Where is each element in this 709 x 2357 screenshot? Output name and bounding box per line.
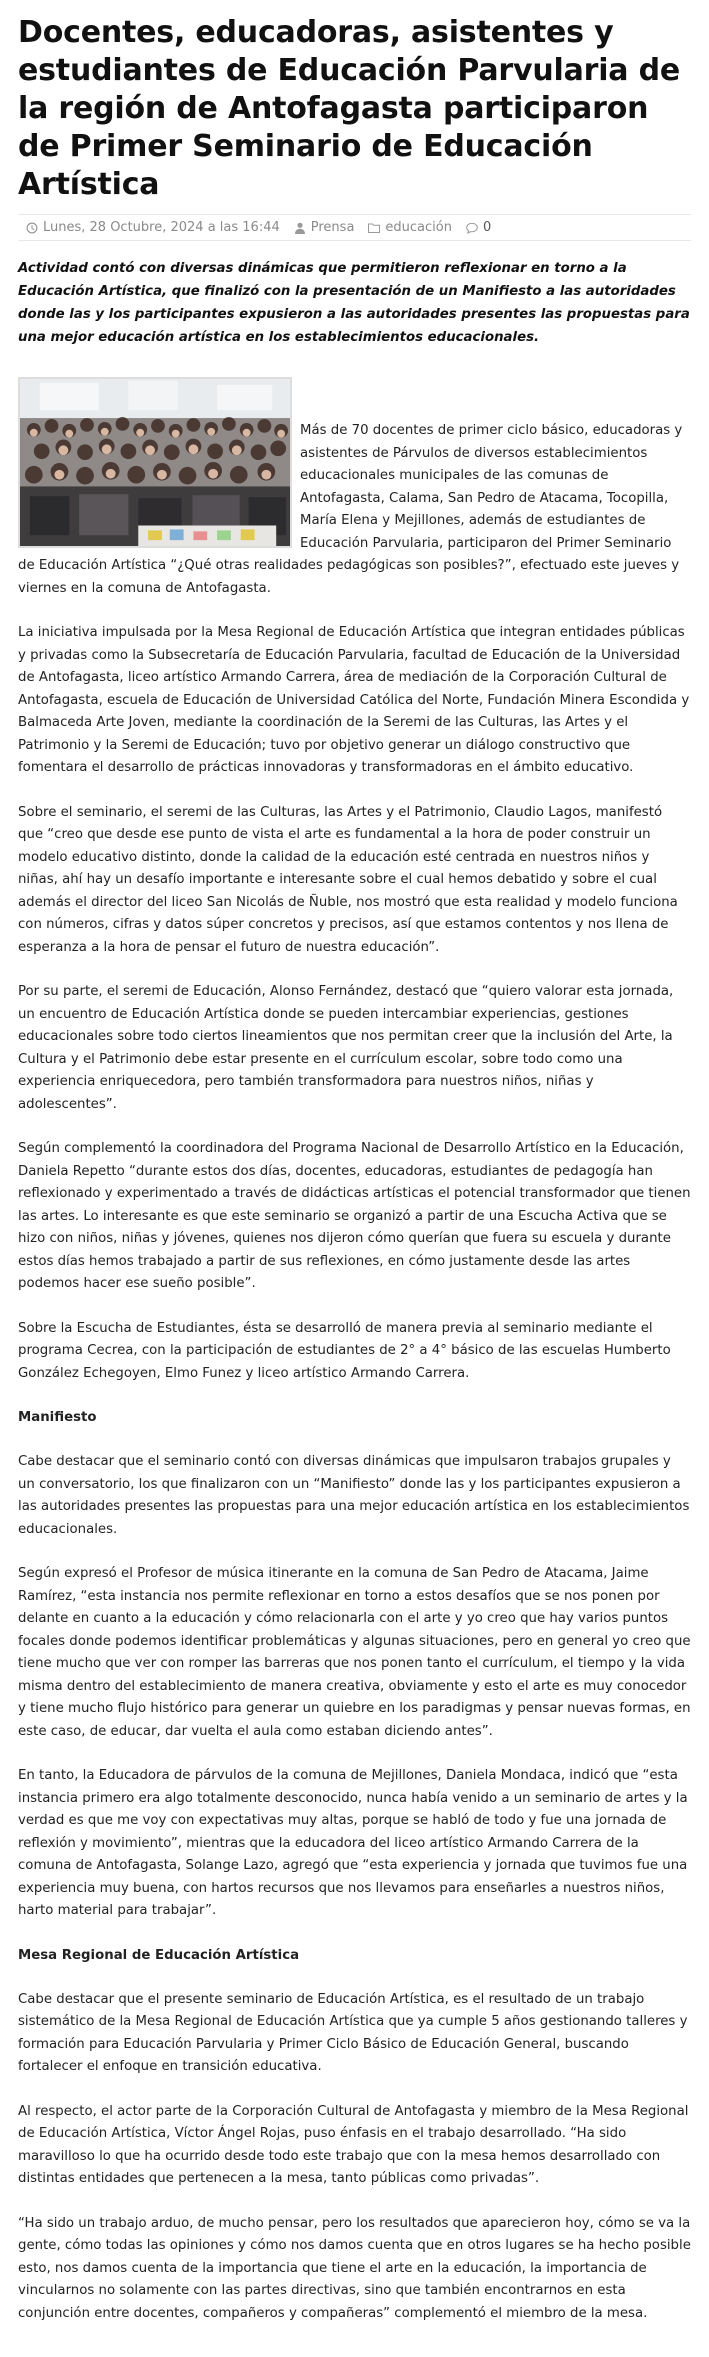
manifiesto-paragraph-2: Según expresó el Profesor de música itinerante en la comuna de San Pedro de Atacama, Jaime Ramírez, “esta instancia nos permite reflexionar en torno a estos desafíos que se nos ponen por delante en cuanto a la educación y cómo relacionarla con el arte y yo creo que hay varios puntos focales donde podemos identificar problemáticas y algunas situaciones, pero en general yo creo que tiene mucho que ver con romper las barreras que nos ponen tanto el currículum, el tiempo y la vida misma dentro del establecimiento de manera creativa, obviamente y esto el arte es muy conocedor y tiene mucho flujo histórico para generar un quiebre en los paradigmas y pensar nuevas formas, en este caso, de educar, dar vuelta el aula como estaban diciendo antes”. [18,1566,691,1739]
article-category[interactable]: educación [385,220,452,235]
mesa-paragraph-1: Cabe destacar que el presente seminario de Educación Artística, es el resultado de un trabajo sistemático de la Mesa Regional de Educación Artística que ya cumple 5 años gestionando talleres y formación para Educación Parvularia y Primer Ciclo Básico de Educación General, buscando fortalecer el enfoque en transición educativa. [18,1991,688,2074]
section-heading-manifiesto: Manifiesto [18,1410,97,1425]
comment-icon [466,222,478,234]
manifiesto-paragraph-1: Cabe destacar que el seminario contó con diversas dinámicas que impulsaron trabajos grupales y un conversatorio, los que finalizaron con un “Manifiesto” donde las y los participantes expusieron a las autoridades presentes las propuestas para una mejor educación artística en los establecimientos educacionales. [18,1454,690,1537]
comment-count[interactable]: 0 [482,220,492,235]
group-photo [18,377,292,548]
clock-icon [26,222,38,234]
manifiesto-paragraph-3: En tanto, la Educadora de párvulos de la comuna de Mejillones, Daniela Mondaca, indicó que “esta instancia primero era algo totalmente desconocido, nunca había venido a un seminario de artes y la verdad es que me voy con expectativas muy altas, porque se habló de todo y fue una jornada de reflexión y movimiento”, mientras que la educadora del liceo artístico Armando Carrera de la comuna de Antofagasta, Solange Lazo, agregó que “esta experiencia y jornada que tuvimos fue una experiencia muy buena, con hartos recursos que nos llevamos para enseñarles a nuestros niños, harto material para trabajar”. [18,1768,688,1918]
folder-icon [368,222,380,234]
paragraph-1: Más de 70 docentes de primer ciclo básico, educadoras y asistentes de Párvulos de diversos establecimientos educacionales municipales de las comunas de Antofagasta, Calama, San Pedro de Atacama, Tocopilla, María Elena y Mejillones, además de estudiantes de Educación Parvularia, participaron del Primer Seminario de Educación Artística “¿Qué otras realidades pedagógicas son posibles?”, efectuado este jueves y viernes en la comuna de Antofagasta. [18,423,683,596]
paragraph-5: Según complementó la coordinadora del Programa Nacional de Desarrollo Artístico en la Educación, Daniela Repetto “durante estos dos días, docentes, educadoras, estudiantes de pedagogía han reflexionado y experimentado a través de didácticas artísticas el potencial transformador que tienen las artes. Lo interesante es que este seminario se organizó a partir de una Escucha Activa que se hizo con niños, niñas y jóvenes, quienes nos dijeron cómo querían que fuera su escuela y durante estos días hemos trabajado a partir de sus reflexiones, en cómo justamente desde las artes podemos hacer ese sueño posible”. [18,1141,691,1291]
category-meta[interactable] [368,220,452,235]
article-title: Docentes, educadoras, asistentes y estudiantes de Educación Parvularia de la región de Antofagasta participaron de Primer Seminario de Educación Artística [18,15,680,202]
paragraph-4: Por su parte, el seremi de Educación, Alonso Fernández, destacó que “quiero valorar esta jornada, un encuentro de Educación Artística donde se pueden intercambiar experiencias, gestiones educacionales sobre todo ciertos lineamientos que nos permitan creer que la inclusión del Arte, la Cultura y el Patrimonio debe estar presente en el currículum escolar, sobre todo como una experiencia enriquecedora, pero también transformadora para nuestros niños, niñas y adolescentes”. [18,984,674,1112]
comments-meta[interactable] [466,220,491,235]
paragraph-3: Sobre el seminario, el seremi de las Culturas, las Artes y el Patrimonio, Claudio Lagos, manifestó que “creo que desde ese punto de vista el arte es fundamental a la hora de poder construir un modelo educativo distinto, donde la calidad de la educación esté centrada en nuestros niños y niñas, ahí hay un desafío importante e interesante sobre el cual hemos debatido y sobre el cual además el director del liceo San Nicolás de Ñuble, nos mostró que esta realidad y modelo funciona con números, cifras y datos súper concretos y precisos, así que estamos contentos y nos llena de esperanza a la hora de pensar el futuro de nuestra educación”. [18,804,678,955]
article-date: Lunes, 28 Octubre, 2024 a las 16:44 [43,220,280,235]
article-lead: Actividad contó con diversas dinámicas que permitieron reflexionar en torno a la Educación Artística, que finalizó con la presentación de un Manifiesto a las autoridades donde las y los participantes expusieron a las autoridades presentes las propuestas para una mejor educación artística en los establecimientos educacionales. [18,261,690,345]
section-heading-mesa-regional: Mesa Regional de Educación Artística [18,1947,300,1963]
author-meta[interactable] [294,220,355,235]
paragraph-6: Sobre la Escucha de Estudiantes, ésta se desarrolló de manera previa al seminario mediante el programa Cecrea, con la participación de estudiantes de 2° a 4° básico de las escuelas Humberto González Echegoyen, Elmo Funez y liceo artístico Armando Carrera. [18,1320,671,1381]
paragraph-2: La iniciativa impulsada por la Mesa Regional de Educación Artística que integran entidades públicas y privadas como la Subsecretaría de Educación Parvularia, facultad de Educación de la Universidad de Antofagasta, liceo artístico Armando Carrera, área de mediación de la Corporación Cultural de Antofagasta, escuela de Educación de Universidad Católica del Norte, Fundación Minera Escondida y Balmaceda Arte Joven, mediante la coordinación de la Seremi de las Culturas, las Artes y el Patrimonio y la Seremi de Educación; tuvo por objetivo generar un diálogo constructivo que fomentara el desarrollo de prácticas innovadoras y transformadoras en el ámbito educativo. [18,625,690,775]
article-author[interactable]: Prensa [310,220,355,235]
group-photo-image [20,379,290,546]
mesa-paragraph-2: Al respecto, el actor parte de la Corporación Cultural de Antofagasta y miembro de la Mesa Regional de Educación Artística, Víctor Ángel Rojas, puso énfasis en el trabajo desarrollado. “Ha sido maravilloso lo que ha ocurrido desde todo este trabajo que con la mesa hemos desarrollado con distintas entidades que pertenecen a la mesa, tanto públicas como privadas”. [18,2103,689,2186]
user-icon [294,222,306,234]
date-meta [26,220,280,235]
article-meta [18,214,691,241]
mesa-paragraph-3: “Ha sido un trabajo arduo, de mucho pensar, pero los resultados que aparecieron hoy, cómo se va la gente, cómo todas las opiniones y cómo nos damos cuenta que en otros lugares se ha hecho posible esto, nos damos cuenta de la importancia que tiene el arte en la educación, la importancia de vincularnos no solamente con las partes directivas, sino que también encontrarnos en esta conjunción entre docentes, compañeros y compañeras” complementó el miembro de la mesa. [18,2215,691,2321]
